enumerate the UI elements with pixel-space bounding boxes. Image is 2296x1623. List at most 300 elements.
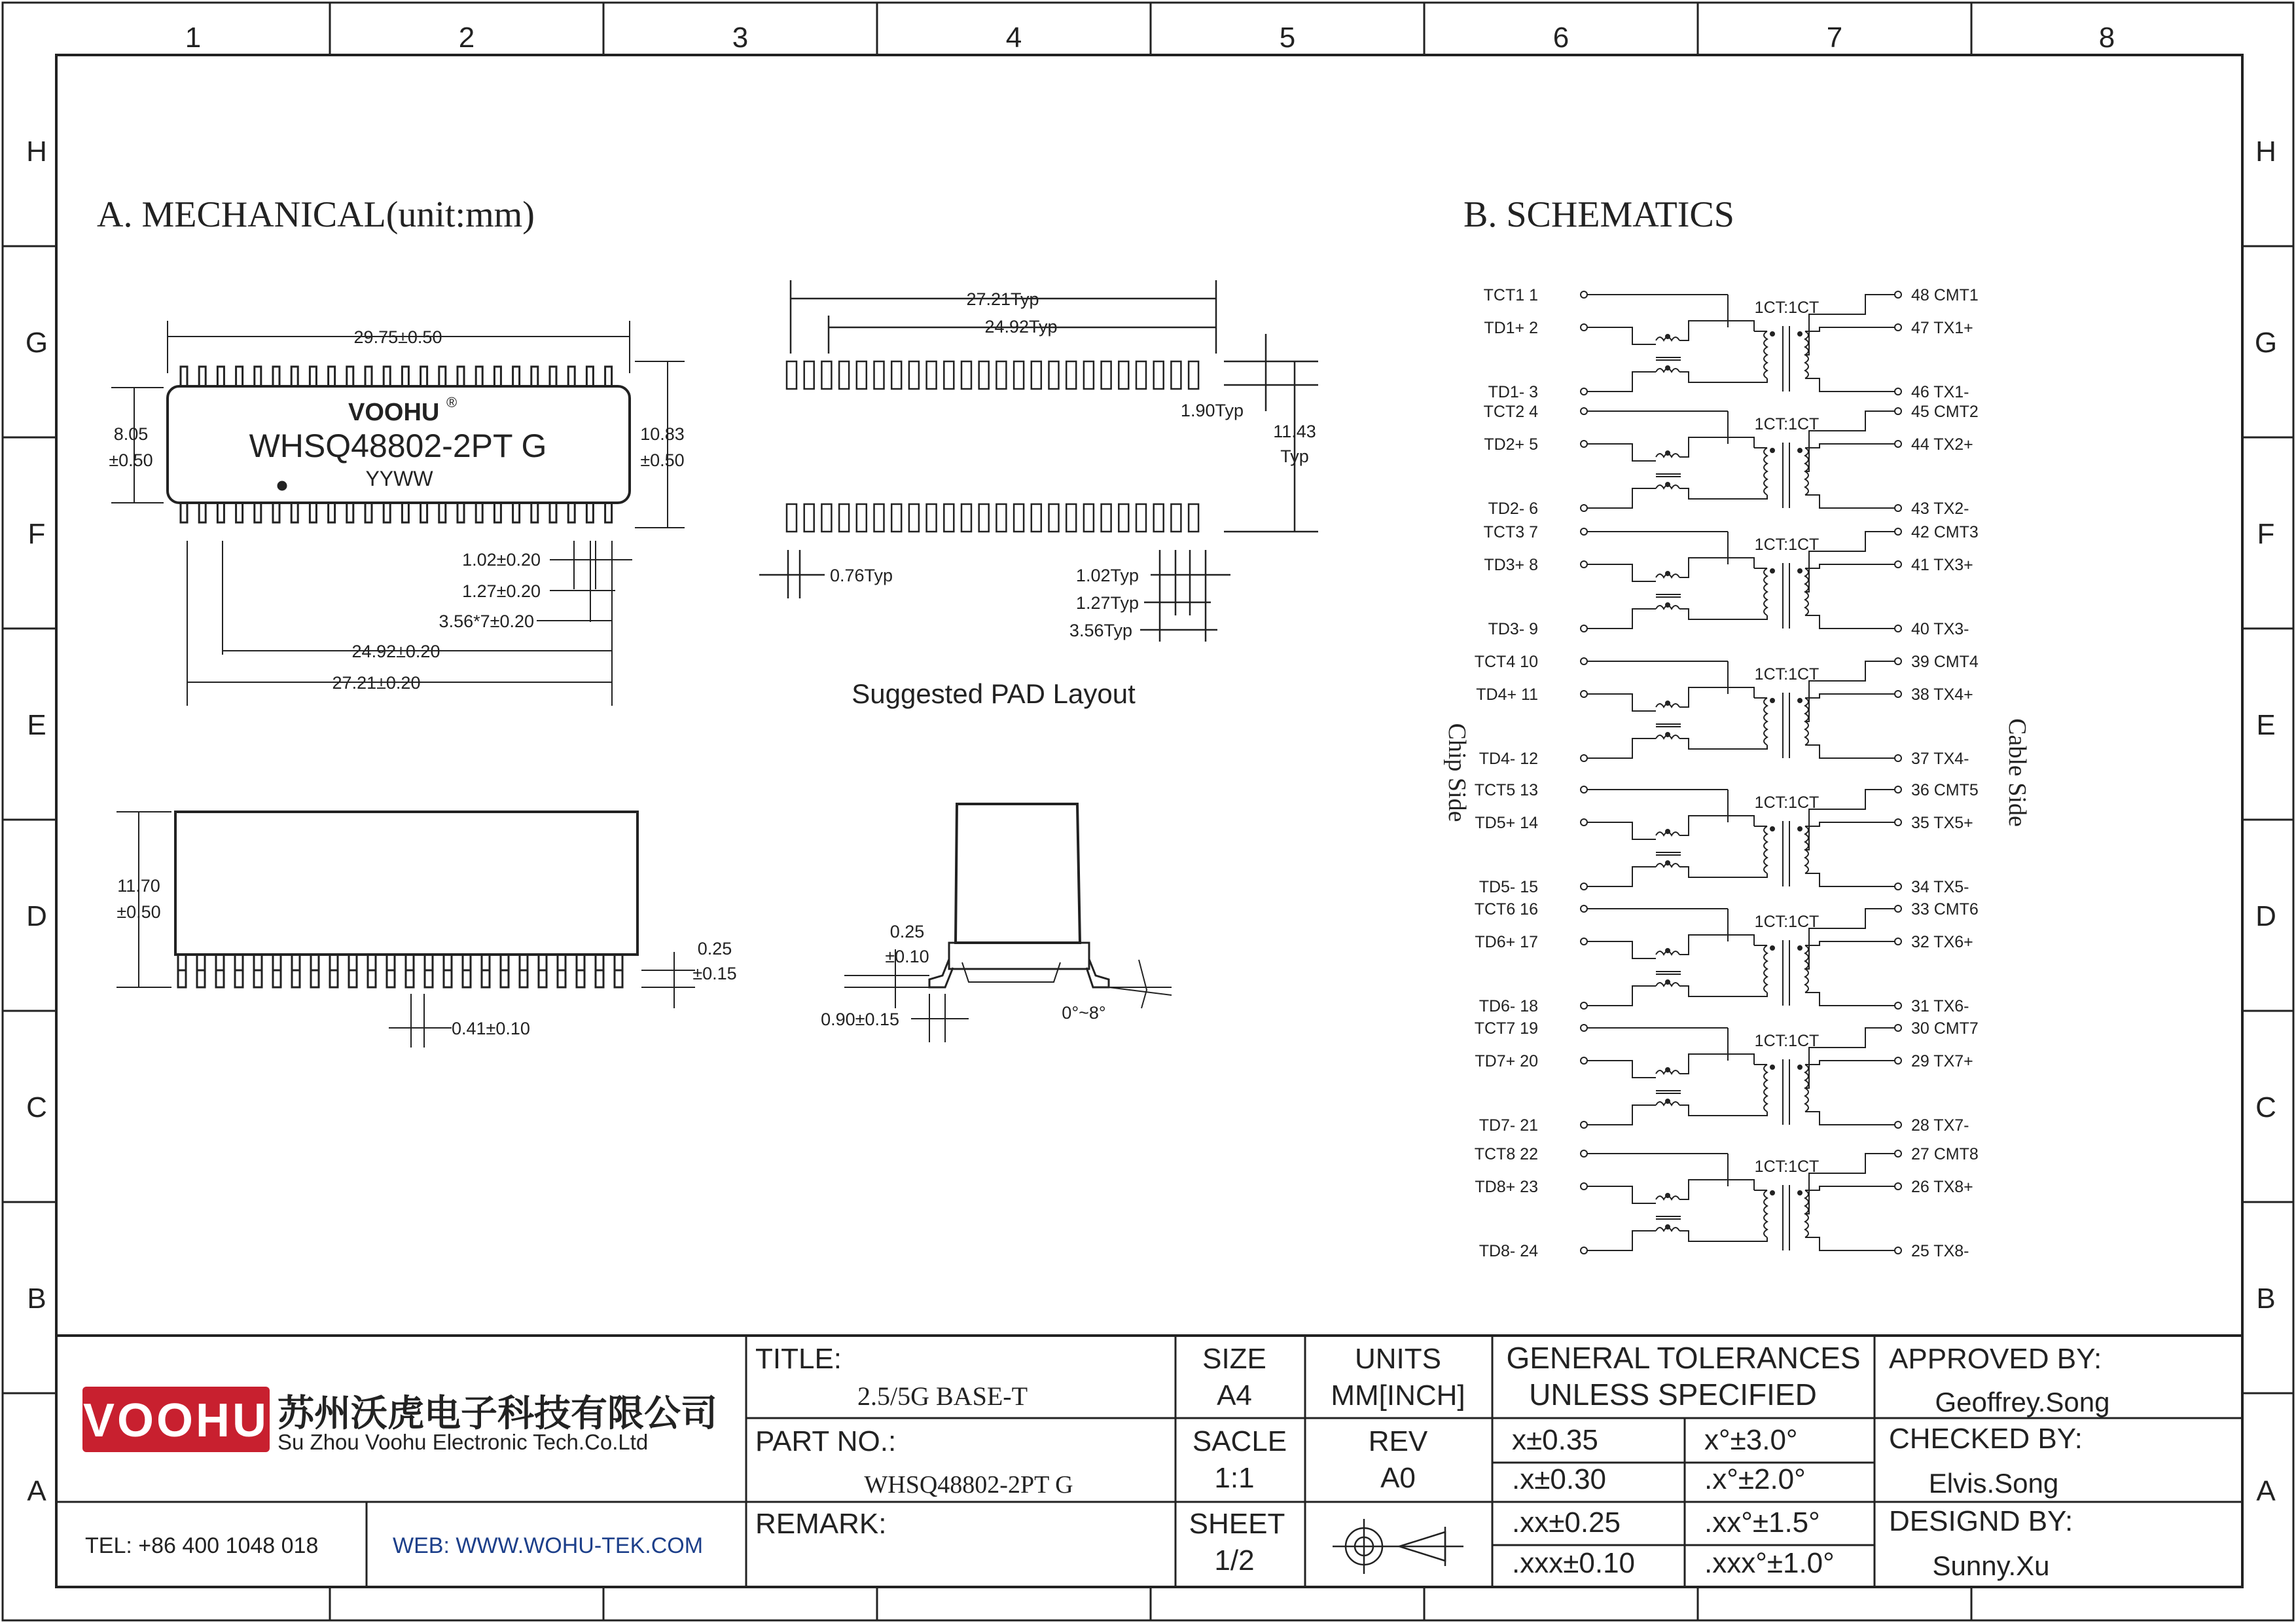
registered-mark: ® <box>446 394 457 410</box>
sheet-value: 1/2 <box>1214 1544 1255 1577</box>
pin-label-cmt: 30 CMT7 <box>1911 1019 1979 1038</box>
pin-terminal <box>1895 1150 1901 1157</box>
package-pin <box>605 503 612 522</box>
pad-row-span-b: Typ <box>1280 447 1309 466</box>
schematic-channel <box>1581 528 1901 632</box>
pin-terminal <box>1581 528 1587 535</box>
pin-label-cmt: 36 CMT5 <box>1911 781 1979 799</box>
solder-pad <box>927 361 937 389</box>
solder-pad <box>821 504 831 532</box>
package-pin <box>476 367 482 386</box>
pin-label-txn: 46 TX1- <box>1911 383 1969 401</box>
zone-row-label: G <box>2254 327 2278 359</box>
solder-pad <box>874 361 884 389</box>
package-pin <box>494 367 501 386</box>
size-value: A4 <box>1217 1379 1252 1412</box>
linear-tolerance: x±0.35 <box>1512 1424 1598 1456</box>
pin-terminal <box>1895 1247 1901 1254</box>
pin-terminal <box>1581 388 1587 395</box>
pin-terminal <box>1895 1057 1901 1064</box>
pin-label-txn: 43 TX2- <box>1911 500 1969 518</box>
package-pin <box>236 503 243 522</box>
solder-pad <box>1102 361 1111 389</box>
package-pin <box>273 503 279 522</box>
pin-label-tct: TCT2 4 <box>1483 403 1538 421</box>
solder-pad <box>1031 361 1041 389</box>
package-pin <box>531 367 538 386</box>
package-pin <box>365 367 372 386</box>
approved-value: Geoffrey.Song <box>1935 1387 2110 1417</box>
solder-pad <box>821 361 831 389</box>
zone-row-label: C <box>26 1091 47 1123</box>
solder-pad <box>1084 504 1094 532</box>
pad-pitch: 1.27Typ <box>1075 593 1139 613</box>
pin-terminal <box>1581 658 1587 665</box>
transformer-ratio: 1CT:1CT <box>1754 665 1820 684</box>
pin-label-txn: 37 TX4- <box>1911 750 1969 768</box>
dim-inner-span: 24.92±0.20 <box>351 642 440 661</box>
package-pin <box>181 503 187 522</box>
title-value: 2.5/5G BASE-T <box>857 1381 1028 1411</box>
package-pin <box>384 367 390 386</box>
schematic-channel <box>1581 786 1901 890</box>
package-pin <box>347 503 353 522</box>
pad-inner: 24.92Typ <box>984 317 1058 337</box>
angular-tolerance: .xx°±1.5° <box>1704 1506 1820 1539</box>
pin-label-tdn: TD8- 24 <box>1479 1242 1538 1260</box>
dim-pitch: 1.27±0.20 <box>462 581 541 601</box>
pin-terminal <box>1581 1150 1587 1157</box>
pin-label-txp: 32 TX6+ <box>1911 933 1973 951</box>
package-pin <box>255 367 261 386</box>
dim-body-height-a: 8.05 <box>113 424 149 444</box>
package-pin <box>384 503 390 522</box>
solder-pad <box>1066 361 1076 389</box>
designed-label: DESIGND BY: <box>1889 1505 2073 1537</box>
solder-pad <box>1189 361 1198 389</box>
transformer-ratio: 1CT:1CT <box>1754 1032 1820 1050</box>
angular-tolerance: .x°±2.0° <box>1704 1463 1806 1495</box>
zone-column-label: 2 <box>458 22 475 54</box>
cable-side-label: Cable Side <box>2003 718 2031 827</box>
remark-label: REMARK: <box>755 1508 887 1540</box>
zone-row-label: E <box>27 709 46 741</box>
solder-pad <box>1171 504 1181 532</box>
pin-terminal <box>1895 291 1901 298</box>
solder-pad <box>1136 504 1146 532</box>
pin-label-cmt: 27 CMT8 <box>1911 1145 1979 1163</box>
package-side-view <box>117 812 695 1048</box>
scale-value: 1:1 <box>1214 1462 1255 1494</box>
pin-terminal <box>1895 1183 1901 1190</box>
pad-row-span-a: 11.43 <box>1273 422 1316 441</box>
pin-label-txp: 47 TX1+ <box>1911 319 1973 337</box>
pin-label-tdp: TD3+ 8 <box>1484 556 1538 574</box>
zone-row-label: D <box>2255 900 2276 932</box>
approved-label: APPROVED BY: <box>1889 1343 2102 1375</box>
package-pin <box>329 503 335 522</box>
dim-overall-width: 29.75±0.50 <box>353 327 442 347</box>
zone-row-label: A <box>2256 1475 2276 1507</box>
package-pin <box>347 367 353 386</box>
solder-pad <box>909 504 919 532</box>
solder-pad <box>961 504 971 532</box>
pin-terminal <box>1581 755 1587 761</box>
pin-terminal <box>1895 1122 1901 1128</box>
solder-pad <box>839 361 849 389</box>
schematic-channel <box>1581 408 1901 511</box>
pad-width: 0.76Typ <box>830 566 893 585</box>
chip-side-label: Chip Side <box>1443 723 1471 822</box>
solder-pad <box>1014 361 1024 389</box>
schematic-channel <box>1581 658 1901 761</box>
pin-label-txn: 28 TX7- <box>1911 1116 1969 1135</box>
schematic-channel <box>1581 905 1901 1009</box>
pin-label-tdp: TD5+ 14 <box>1475 814 1538 832</box>
solder-pad <box>891 361 901 389</box>
dim-standoff-b: ±0.15 <box>692 964 737 983</box>
pin-label-txn: 31 TX6- <box>1911 997 1969 1015</box>
pin-label-tct: TCT5 13 <box>1474 781 1538 799</box>
pin-terminal <box>1895 938 1901 945</box>
solder-pad <box>909 361 919 389</box>
package-pin <box>217 367 224 386</box>
zone-row-label: A <box>27 1475 46 1507</box>
package-pin <box>605 367 612 386</box>
solder-pad <box>996 361 1006 389</box>
pin-terminal <box>1581 1122 1587 1128</box>
dim-angle: 0°~8° <box>1062 1003 1106 1023</box>
solder-pad <box>1049 504 1059 532</box>
pin-label-tct: TCT4 10 <box>1474 653 1538 671</box>
pin-label-cmt: 39 CMT4 <box>1911 653 1979 671</box>
solder-pad <box>979 504 989 532</box>
pin-label-tct: TCT3 7 <box>1483 523 1538 541</box>
pin-label-txp: 38 TX4+ <box>1911 685 1973 704</box>
package-pin <box>310 367 316 386</box>
package-pin <box>586 503 593 522</box>
units-value: MM[INCH] <box>1331 1379 1465 1412</box>
pin-terminal <box>1581 1057 1587 1064</box>
solder-pad <box>857 504 867 532</box>
package-pin <box>457 503 464 522</box>
package-pin <box>199 503 206 522</box>
part-marking: WHSQ48802-2PT G <box>249 428 547 464</box>
solder-pad <box>1119 504 1128 532</box>
zone-row-label: F <box>2257 518 2275 550</box>
zone-row-label: H <box>26 136 47 168</box>
package-pin <box>402 367 408 386</box>
pin-terminal <box>1581 691 1587 697</box>
transformer-ratio: 1CT:1CT <box>1754 913 1820 931</box>
pin-label-txp: 26 TX8+ <box>1911 1178 1973 1196</box>
pin-terminal <box>1895 625 1901 632</box>
checked-value: Elvis.Song <box>1928 1468 2059 1499</box>
checked-label: CHECKED BY: <box>1889 1423 2083 1455</box>
pin-terminal <box>1581 561 1587 568</box>
package-pin <box>365 503 372 522</box>
pin-label-txp: 44 TX2+ <box>1911 435 1973 454</box>
zone-row-label: F <box>27 518 46 550</box>
zone-row-label: H <box>2255 136 2276 168</box>
solder-pad <box>927 504 937 532</box>
dim-lead-width: 0.41±0.10 <box>452 1019 530 1038</box>
pin-label-txp: 41 TX3+ <box>1911 556 1973 574</box>
dim-pin-width: 1.02±0.20 <box>462 550 541 570</box>
pin-terminal <box>1581 938 1587 945</box>
transformer-ratio: 1CT:1CT <box>1754 536 1820 554</box>
pin-terminal <box>1895 1025 1901 1031</box>
package-pin <box>494 503 501 522</box>
solder-pad <box>1189 504 1198 532</box>
pin-terminal <box>1895 408 1901 414</box>
pad-layout-title: Suggested PAD Layout <box>852 678 1136 709</box>
zone-row-label: B <box>2256 1283 2276 1315</box>
pin-terminal <box>1581 1183 1587 1190</box>
pin-label-txn: 34 TX5- <box>1911 878 1969 896</box>
company-logo <box>82 1387 270 1452</box>
pin-label-tdp: TD4+ 11 <box>1476 685 1538 704</box>
dim-span-b: ±0.50 <box>640 450 685 470</box>
package-pin <box>531 503 538 522</box>
package-pin <box>291 367 298 386</box>
dim-foot-length: 0.90±0.15 <box>821 1010 899 1029</box>
pin-label-tct: TCT7 19 <box>1474 1019 1538 1038</box>
date-code: YYWW <box>365 467 433 490</box>
zone-column-label: 6 <box>1552 22 1570 54</box>
pin-label-tct: TCT6 16 <box>1474 900 1538 919</box>
solder-pad <box>944 361 954 389</box>
solder-pad <box>874 504 884 532</box>
pin-terminal <box>1581 408 1587 414</box>
package-pin <box>513 503 520 522</box>
pin-terminal <box>1581 905 1587 912</box>
package-pin <box>236 367 243 386</box>
pad-length: 1.90Typ <box>1180 401 1244 420</box>
pin-label-tdn: TD5- 15 <box>1479 878 1538 896</box>
company-name-en: Su Zhou Voohu Electronic Tech.Co.Ltd <box>278 1430 649 1454</box>
pin-terminal <box>1581 625 1587 632</box>
units-label: UNITS <box>1355 1343 1441 1375</box>
tel-number: TEL: +86 400 1048 018 <box>85 1533 319 1558</box>
schematic-channel <box>1581 291 1901 395</box>
pin-terminal <box>1895 905 1901 912</box>
solder-pad <box>804 361 814 389</box>
solder-pad <box>1084 361 1094 389</box>
pin-label-tdp: TD2+ 5 <box>1484 435 1538 454</box>
solder-pad <box>1136 361 1146 389</box>
linear-tolerance: .xxx±0.10 <box>1512 1547 1636 1579</box>
pin-terminal <box>1581 883 1587 890</box>
zone-row-label: E <box>2256 709 2276 741</box>
package-pin <box>439 503 446 522</box>
solder-pad <box>961 361 971 389</box>
pin-terminal <box>1895 786 1901 793</box>
solder-pad <box>1066 504 1076 532</box>
linear-tolerance: .xx±0.25 <box>1512 1506 1621 1539</box>
package-pin <box>439 367 446 386</box>
solder-pad <box>891 504 901 532</box>
transformer-ratio: 1CT:1CT <box>1754 793 1820 812</box>
zone-column-label: 7 <box>1826 22 1843 54</box>
solder-pad <box>1119 361 1128 389</box>
package-pin <box>291 503 298 522</box>
package-pin <box>255 503 261 522</box>
pin-label-tdp: TD6+ 17 <box>1475 933 1538 951</box>
transformer-ratio: 1CT:1CT <box>1754 299 1820 317</box>
schematic-channels <box>1475 286 1979 1260</box>
pin-terminal <box>1581 441 1587 447</box>
solder-pad <box>1154 504 1164 532</box>
solder-pad <box>1171 361 1181 389</box>
solder-pad <box>1014 504 1024 532</box>
dim-body-height-b: ±0.50 <box>109 450 153 470</box>
pin-terminal <box>1581 324 1587 331</box>
pin-terminal <box>1895 819 1901 826</box>
zone-column-label: 3 <box>732 22 749 54</box>
pin-label-tdn: TD3- 9 <box>1488 620 1538 638</box>
package-pin <box>402 503 408 522</box>
angular-tolerance: .xxx°±1.0° <box>1704 1547 1835 1579</box>
package-pin <box>457 367 464 386</box>
linear-tolerance: .x±0.30 <box>1512 1463 1607 1495</box>
pin-terminal <box>1895 505 1901 511</box>
pin-label-tdp: TD8+ 23 <box>1475 1178 1538 1196</box>
solder-pad <box>787 361 797 389</box>
package-pin <box>550 503 556 522</box>
pin-label-cmt: 45 CMT2 <box>1911 403 1979 421</box>
package-pin <box>421 367 427 386</box>
size-label: SIZE <box>1202 1343 1266 1375</box>
pin-terminal <box>1581 819 1587 826</box>
pin-terminal <box>1581 786 1587 793</box>
dim-lead-thick-b: ±0.10 <box>885 947 929 966</box>
company-name-cn: 苏州沃虎电子科技有限公司 <box>278 1393 717 1434</box>
package-pin <box>217 503 224 522</box>
pin-label-cmt: 48 CMT1 <box>1911 286 1979 304</box>
pin-label-tct: TCT8 22 <box>1474 1145 1538 1163</box>
tolerance-title-2: UNLESS SPECIFIED <box>1529 1377 1817 1412</box>
pin-label-tdp: TD1+ 2 <box>1484 319 1538 337</box>
sheet-label: SHEET <box>1189 1508 1285 1540</box>
solder-pad <box>979 361 989 389</box>
pin-label-txn: 25 TX8- <box>1911 1242 1969 1260</box>
pin-terminal <box>1581 1025 1587 1031</box>
package-pin <box>181 367 187 386</box>
pin-label-txp: 29 TX7+ <box>1911 1052 1973 1070</box>
zone-row-label: C <box>2255 1091 2276 1123</box>
schematic-channel <box>1581 1150 1901 1254</box>
solder-pad <box>787 504 797 532</box>
zone-row-label: D <box>26 900 47 932</box>
solder-pad <box>839 504 849 532</box>
schematics-heading: B. SCHEMATICS <box>1463 194 1734 235</box>
pin-terminal <box>1581 505 1587 511</box>
pad-pitch2: 3.56Typ <box>1069 621 1132 640</box>
pin-label-cmt: 33 CMT6 <box>1911 900 1979 919</box>
pin-label-tct: TCT1 1 <box>1483 286 1538 304</box>
solder-pad <box>996 504 1006 532</box>
zone-column-label: 4 <box>1005 22 1022 54</box>
pin-label-txp: 35 TX5+ <box>1911 814 1973 832</box>
pin-terminal <box>1895 1002 1901 1009</box>
pin-terminal <box>1895 441 1901 447</box>
projection-symbol-icon <box>1333 1519 1463 1574</box>
designed-value: Sunny.Xu <box>1932 1550 2050 1581</box>
zone-column-label: 5 <box>1279 22 1296 54</box>
rev-label: REV <box>1368 1425 1428 1457</box>
pin-label-tdn: TD1- 3 <box>1488 383 1538 401</box>
pin-label-tdp: TD7+ 20 <box>1475 1052 1538 1070</box>
zone-column-label: 1 <box>185 22 202 54</box>
mechanical-heading: A. MECHANICAL(unit:mm) <box>97 194 535 235</box>
package-pin <box>421 503 427 522</box>
pin-label-cmt: 42 CMT3 <box>1911 523 1979 541</box>
dim-side-height-a: 11.70 <box>117 876 160 896</box>
rev-value: A0 <box>1380 1462 1416 1494</box>
package-pin <box>329 367 335 386</box>
partno-value: WHSQ48802-2PT G <box>864 1471 1073 1499</box>
package-pin <box>513 367 520 386</box>
package-pin <box>199 367 206 386</box>
pin-label-tdn: TD7- 21 <box>1479 1116 1538 1135</box>
solder-pad <box>944 504 954 532</box>
logo-text: VOOHU <box>82 1395 270 1447</box>
dim-outer-span: 27.21±0.20 <box>332 673 421 693</box>
package-pin <box>550 367 556 386</box>
dim-span-a: 10.83 <box>640 424 685 444</box>
dim-standoff-a: 0.25 <box>697 939 732 958</box>
web-link[interactable]: WEB: WWW.WOHU-TEK.COM <box>393 1533 704 1558</box>
solder-pad <box>1154 361 1164 389</box>
brand-marking: VOOHU <box>348 399 440 426</box>
transformer-ratio: 1CT:1CT <box>1754 1158 1820 1176</box>
tolerance-title-1: GENERAL TOLERANCES <box>1506 1341 1861 1375</box>
dim-lead-thick-a: 0.25 <box>889 922 925 941</box>
pad-w2: 1.02Typ <box>1075 566 1139 585</box>
dim-side-height-b: ±0.50 <box>117 902 161 922</box>
solder-pad <box>1102 504 1111 532</box>
pin-terminal <box>1581 1002 1587 1009</box>
scale-label: SACLE <box>1192 1425 1287 1457</box>
package-pin <box>476 503 482 522</box>
zone-row-label: G <box>25 327 48 359</box>
dim-pitch-x7: 3.56*7±0.20 <box>439 611 534 631</box>
pin-label-txn: 40 TX3- <box>1911 620 1969 638</box>
pin-label-tdn: TD2- 6 <box>1488 500 1538 518</box>
angular-tolerance: x°±3.0° <box>1704 1424 1798 1456</box>
pin-terminal <box>1895 755 1901 761</box>
solder-pad <box>857 361 867 389</box>
pin-label-tdn: TD6- 18 <box>1479 997 1538 1015</box>
pin-terminal <box>1895 324 1901 331</box>
package-pin <box>568 503 575 522</box>
title-label: TITLE: <box>755 1343 842 1375</box>
pin-terminal <box>1581 1247 1587 1254</box>
pin-terminal <box>1895 528 1901 535</box>
pin-terminal <box>1895 691 1901 697</box>
package-pin <box>568 367 575 386</box>
pin-terminal <box>1895 658 1901 665</box>
solder-pad <box>1031 504 1041 532</box>
transformer-ratio: 1CT:1CT <box>1754 415 1820 433</box>
partno-label: PART NO.: <box>755 1425 897 1457</box>
pin-terminal <box>1581 291 1587 298</box>
zone-row-label: B <box>27 1283 46 1315</box>
pin-terminal <box>1895 388 1901 395</box>
package-pin <box>586 367 593 386</box>
zone-column-label: 8 <box>2098 22 2115 54</box>
